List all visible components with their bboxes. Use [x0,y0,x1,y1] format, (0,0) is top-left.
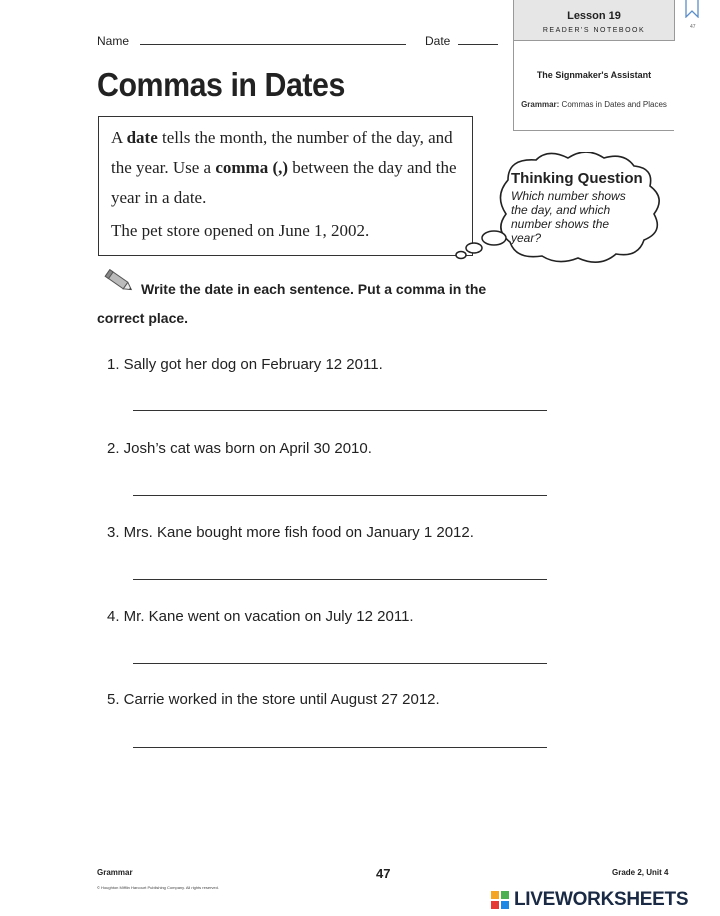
footer-copyright: © Houghton Mifflin Harcourt Publishing Company. All rights reserved. [97,885,219,890]
rule-box [98,116,473,256]
notebook-label: READER'S NOTEBOOK [542,27,646,34]
rule-text: A date tells the month, the number of the day, and the year. Use a comma (,) between the day and the year in a date. [111,128,457,207]
name-label: Name [97,34,130,48]
answer-input-4[interactable] [133,645,547,664]
example-sentence: The pet store opened on June 1, 2002. [111,221,370,240]
liveworksheets-logo-icon [490,890,510,910]
thinking-title: Thinking Question [511,170,643,187]
footer-grade: Grade 2, Unit 4 [612,868,669,877]
date-line[interactable] [458,44,498,45]
footer-page-number: 47 [376,866,391,881]
question-1: 1. Sally got her dog on February 12 2011. [107,356,383,373]
thinking-text: Which number shows the day, and which number shows the year? [511,189,626,245]
answer-input-2[interactable] [133,477,547,496]
bookmark-icon[interactable] [685,0,699,18]
directions-line2: correct place. [97,310,189,326]
question-2: 2. Josh’s cat was born on April 30 2010. [107,440,372,457]
footer-section: Grammar [97,868,133,877]
answer-input-5[interactable] [133,729,547,748]
name-line[interactable] [140,44,406,45]
liveworksheets-brand[interactable]: LIVEWORKSHEETS [514,889,689,910]
answer-input-1[interactable] [133,392,547,411]
date-label: Date [425,34,451,48]
question-3: 3. Mrs. Kane bought more fish food on January 1 2012. [107,524,474,541]
page-title: Commas in Dates [97,66,345,103]
question-4: 4. Mr. Kane went on vacation on July 12 2011. [107,608,414,625]
lesson-number: Lesson 19 [567,10,621,22]
story-title: The Signmaker's Assistant [536,70,652,80]
grammar-topic: Grammar: Commas in Dates and Places [521,100,667,109]
answer-input-3[interactable] [133,561,547,580]
tiny-page-number: 47 [690,24,696,30]
lesson-info [513,40,674,131]
directions-line1: Write the date in each sentence. Put a comma in the [141,281,487,297]
pencil-icon [101,266,137,296]
question-5: 5. Carrie worked in the store until August 27 2012. [107,691,440,708]
lesson-header [513,0,675,41]
